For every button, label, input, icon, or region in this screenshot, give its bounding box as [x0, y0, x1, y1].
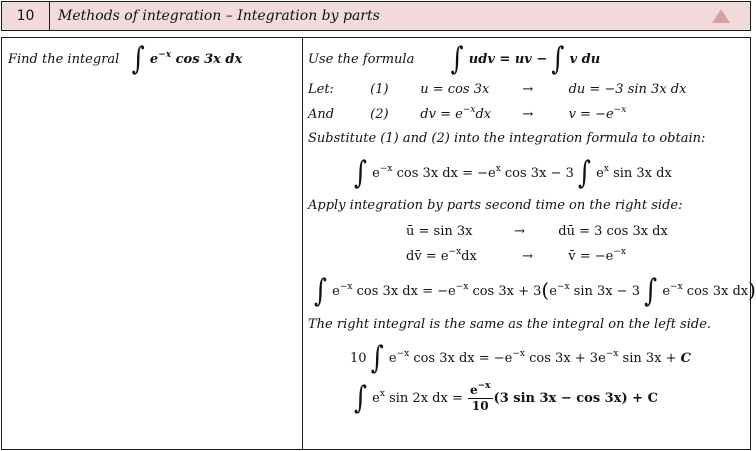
and-label: And — [308, 107, 335, 122]
let-line — [308, 82, 686, 97]
column-divider — [302, 38, 303, 449]
let-label: Let: — [308, 82, 334, 97]
arrow: → — [514, 224, 526, 239]
equation-1: ∫ $e^{-x}$ cos 3x dx = $-e^x$ cos 3x − 3 ∫ $e^x$ sin 3x dx — [354, 154, 672, 191]
arrow: → — [522, 82, 534, 97]
section-header — [1, 1, 751, 31]
formula-lhs: udv = uv − — [468, 52, 548, 67]
dvbar-expression: dv̄ = $e^{-x}dx$ — [406, 247, 477, 264]
same-integral-text: The right integral is the same as the integral on the left side. — [308, 317, 712, 332]
integral-sign-icon: ∫ — [131, 40, 145, 77]
problem-integrand: $e^{-x}$ cos 3x dx — [149, 50, 243, 67]
step1-tag: (1) — [370, 82, 389, 97]
dubar-expression: dū = 3 cos 3x dx — [558, 224, 668, 239]
ubar-expression: ū = sin 3x — [406, 224, 473, 239]
close-paren: ) — [748, 278, 756, 302]
integral-sign-icon: ∫ — [551, 40, 565, 77]
content-table — [1, 37, 756, 450]
substitute-text: Substitute (1) and (2) into the integration formula to obtain: — [308, 131, 706, 146]
integral-sign-icon: ∫ — [370, 339, 384, 376]
arrow: → — [522, 107, 534, 122]
formula-line — [308, 40, 601, 77]
equation-3: 10 ∫ $e^{-x}$ cos 3x dx = $-e^{-x}$ $\cos 3x + 3e^{-x}$ sin 3x + C — [350, 339, 691, 376]
vbar-line — [406, 249, 626, 264]
formula-rhs: v du — [569, 52, 601, 67]
arrow: → — [522, 249, 534, 264]
coefficient: 10 — [350, 351, 367, 366]
problem-statement — [8, 40, 243, 77]
equation-4: ∫ $e^x$ sin 2x dx = $\frac{e^{-x}}{10}$ (3 sin 3x − cos 3x) + C — [354, 379, 658, 416]
triangle-up-icon[interactable] — [712, 9, 730, 23]
step2-tag: (2) — [370, 107, 389, 122]
integral-sign-icon: ∫ — [314, 272, 328, 309]
section-number: 10 — [2, 2, 50, 30]
du-expression: du = −3 sin 3x dx — [568, 82, 687, 97]
open-paren: ( — [541, 278, 550, 302]
equation-2: ∫ $e^{-x}$ cos 3x dx = $-e^{-x}$ $\cos 3x + 3(e^{-x}$ sin 3x − 3 ∫ $e^{-x}$ cos 3x dx) — [314, 272, 756, 309]
constant-c: C — [680, 351, 691, 366]
vbar-expression: v̄ = $-e^{-x}$ — [568, 247, 626, 264]
and-line — [308, 107, 626, 122]
ubar-line — [406, 224, 668, 239]
integral-sign-icon: ∫ — [354, 154, 368, 191]
section-title: Methods of integration – Integration by parts — [58, 8, 380, 24]
fraction: $\frac{e^{-x}}{10}$ — [469, 381, 491, 413]
final-answer: (3 sin 3x − cos 3x) + C — [493, 391, 658, 406]
u-expression: u = cos 3x — [420, 82, 490, 97]
integral-sign-icon: ∫ — [644, 272, 658, 309]
dv-expression: dv = $e^{-x}dx$ — [420, 105, 492, 122]
formula-label: Use the formula — [308, 52, 415, 67]
v-expression: $v = -e^{-x}$ — [568, 105, 627, 122]
integral-sign-icon: ∫ — [450, 40, 464, 77]
integral-sign-icon: ∫ — [354, 379, 368, 416]
apply-text: Apply integration by parts second time on the right side: — [308, 198, 683, 213]
integral-sign-icon: ∫ — [577, 154, 592, 191]
problem-prompt: Find the integral — [8, 52, 120, 67]
